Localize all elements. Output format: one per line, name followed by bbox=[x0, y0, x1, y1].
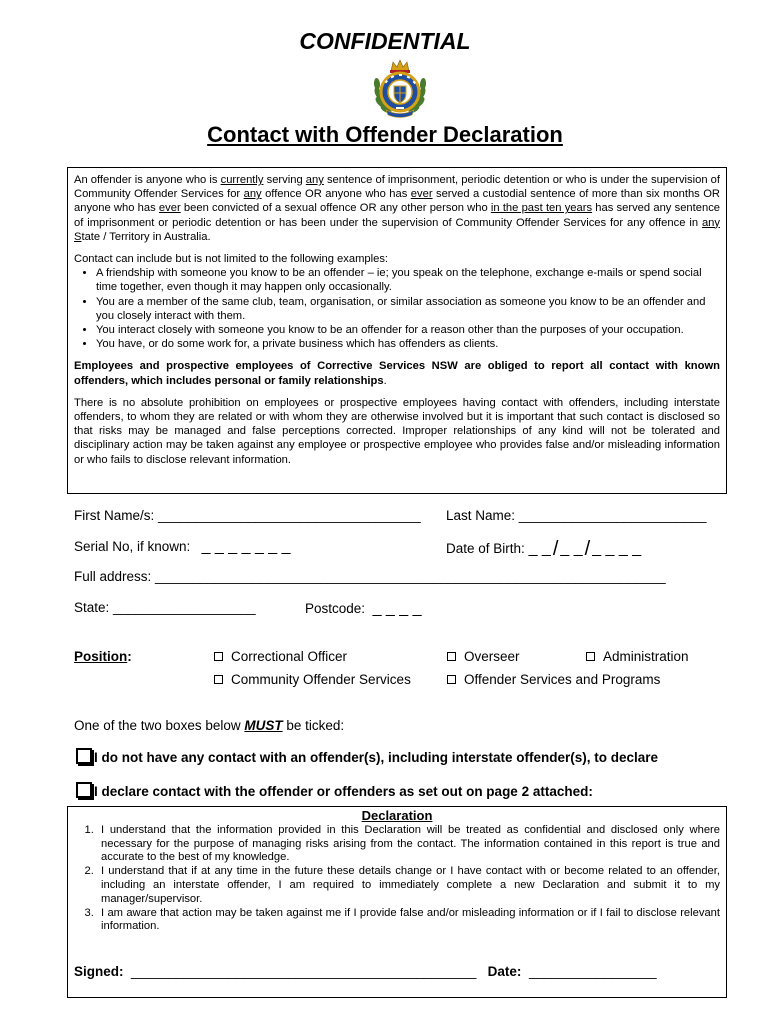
list-item: 3. I am aware that action may be taken against me if I provide false and/or misleading information or if I fail to disclose relevant information. bbox=[97, 907, 720, 935]
list-item: • A friendship with someone you know to be an offender – ie; you speak on the telephone, exchange e-mails or spend social time together, even though it may happen only occasionally. bbox=[96, 266, 720, 294]
declare-contact-checkbox[interactable]: I declare contact with the offender or offenders as set out on page 2 attached: bbox=[76, 782, 593, 799]
signature-row bbox=[74, 965, 657, 979]
serial-number-field[interactable]: Serial No, if known: _ _ _ _ _ _ _ bbox=[74, 538, 291, 555]
checkbox-icon bbox=[76, 748, 92, 764]
crest-icon bbox=[369, 57, 431, 119]
position-label: Position: bbox=[74, 649, 132, 664]
last-name-field[interactable]: Last Name: _________________________ bbox=[446, 508, 707, 523]
tick-instruction: One of the two boxes below MUST be ticked: bbox=[74, 718, 345, 733]
full-address-field[interactable]: Full address: ____________________________________________________________________ bbox=[74, 569, 666, 584]
checkbox-icon bbox=[586, 652, 595, 661]
signed-label: Signed: bbox=[74, 964, 124, 979]
examples-list bbox=[74, 266, 720, 351]
first-name-field[interactable]: First Name/s: ___________________________________ bbox=[74, 508, 421, 523]
date-of-birth-field[interactable]: Date of Birth: _ _ / _ _ / _ _ _ _ bbox=[446, 538, 642, 560]
declaration-list bbox=[74, 824, 720, 934]
declaration-title: Declaration bbox=[361, 808, 433, 823]
no-contact-checkbox[interactable]: I do not have any contact with an offender(s), including interstate offender(s), to declare bbox=[76, 748, 658, 765]
position-overseer-checkbox[interactable]: Overseer bbox=[447, 649, 520, 664]
date-label: Date: bbox=[487, 964, 522, 979]
offender-definition-box bbox=[67, 167, 727, 494]
postcode-field[interactable]: Postcode: _ _ _ _ bbox=[305, 600, 422, 617]
signature-field[interactable]: ______________________________________________ bbox=[131, 964, 477, 979]
declaration-box bbox=[67, 806, 727, 998]
prohibition-statement: There is no absolute prohibition on employees or prospective employees having contact with offenders, including interstate offenders, to whom they are related or with whom they are otherwise involved but it is important that such contact is disclosed so that risks may be managed and false perceptions corrected. Improper relationships of any kind will not be tolerated and disciplinary action may be taken against any employee or prospective employee who provides false and/or misleading information or who fails to disclose relevant information. bbox=[74, 396, 720, 466]
signature-date-field[interactable]: _________________ bbox=[528, 964, 657, 979]
corrective-services-crest bbox=[369, 57, 431, 119]
state-field[interactable]: State: ___________________ bbox=[74, 600, 256, 615]
obligation-statement: Employees and prospective employees of Corrective Services NSW are obliged to report all contact with known offenders, which includes personal or family relationships. bbox=[74, 360, 720, 387]
examples-lead: Contact can include but is not limited to the following examples: bbox=[74, 253, 389, 266]
position-offender-services-programs-checkbox[interactable]: Offender Services and Programs bbox=[447, 672, 660, 687]
list-item: 2. I understand that if at any time in the future these details change or I have contact with or become related to an offender, including an interstate offender, I am required to immediately complete a new Declaration and submit it to my manager/supervisor. bbox=[97, 865, 720, 906]
confidential-heading: CONFIDENTIAL bbox=[299, 28, 471, 54]
list-item: 1. I understand that the information provided in this Declaration will be treated as confidential and disclosed only where necessary for the purpose of managing risks arising from the contact. The information contained in this report is true and accurate to the best of my knowledge. bbox=[97, 824, 720, 865]
list-item: • You are a member of the same club, team, organisation, or similar association as someone you know to be an offender and you closely interact with them. bbox=[96, 295, 720, 323]
position-community-offender-services-checkbox[interactable]: Community Offender Services bbox=[214, 672, 411, 687]
list-item: • You interact closely with someone you know to be an offender for a reason other than the purposes of your occupation. bbox=[96, 323, 720, 337]
checkbox-icon bbox=[447, 652, 456, 661]
checkbox-icon bbox=[214, 675, 223, 684]
position-administration-checkbox[interactable]: Administration bbox=[586, 649, 689, 664]
position-correctional-officer-checkbox[interactable]: Correctional Officer bbox=[214, 649, 347, 664]
document-title: Contact with Offender Declaration bbox=[207, 122, 563, 147]
offender-definition: An offender is anyone who is currently serving any sentence of imprisonment, periodic detention or who is under the supervision of Community Offender Services for any offence OR anyone who has ever served a custodial sentence of more than six months OR anyone who has ever been convicted of a sexual offence OR any other person who in the past ten years has served any sentence of imprisonment or periodic detention or has been under the supervision of Community Offender Services for any offence in any State / Territory in Australia. bbox=[74, 174, 721, 243]
list-item: • You have, or do some work for, a private business which has offenders as clients. bbox=[96, 337, 720, 351]
checkbox-icon bbox=[214, 652, 223, 661]
checkbox-icon bbox=[76, 782, 92, 798]
checkbox-icon bbox=[447, 675, 456, 684]
